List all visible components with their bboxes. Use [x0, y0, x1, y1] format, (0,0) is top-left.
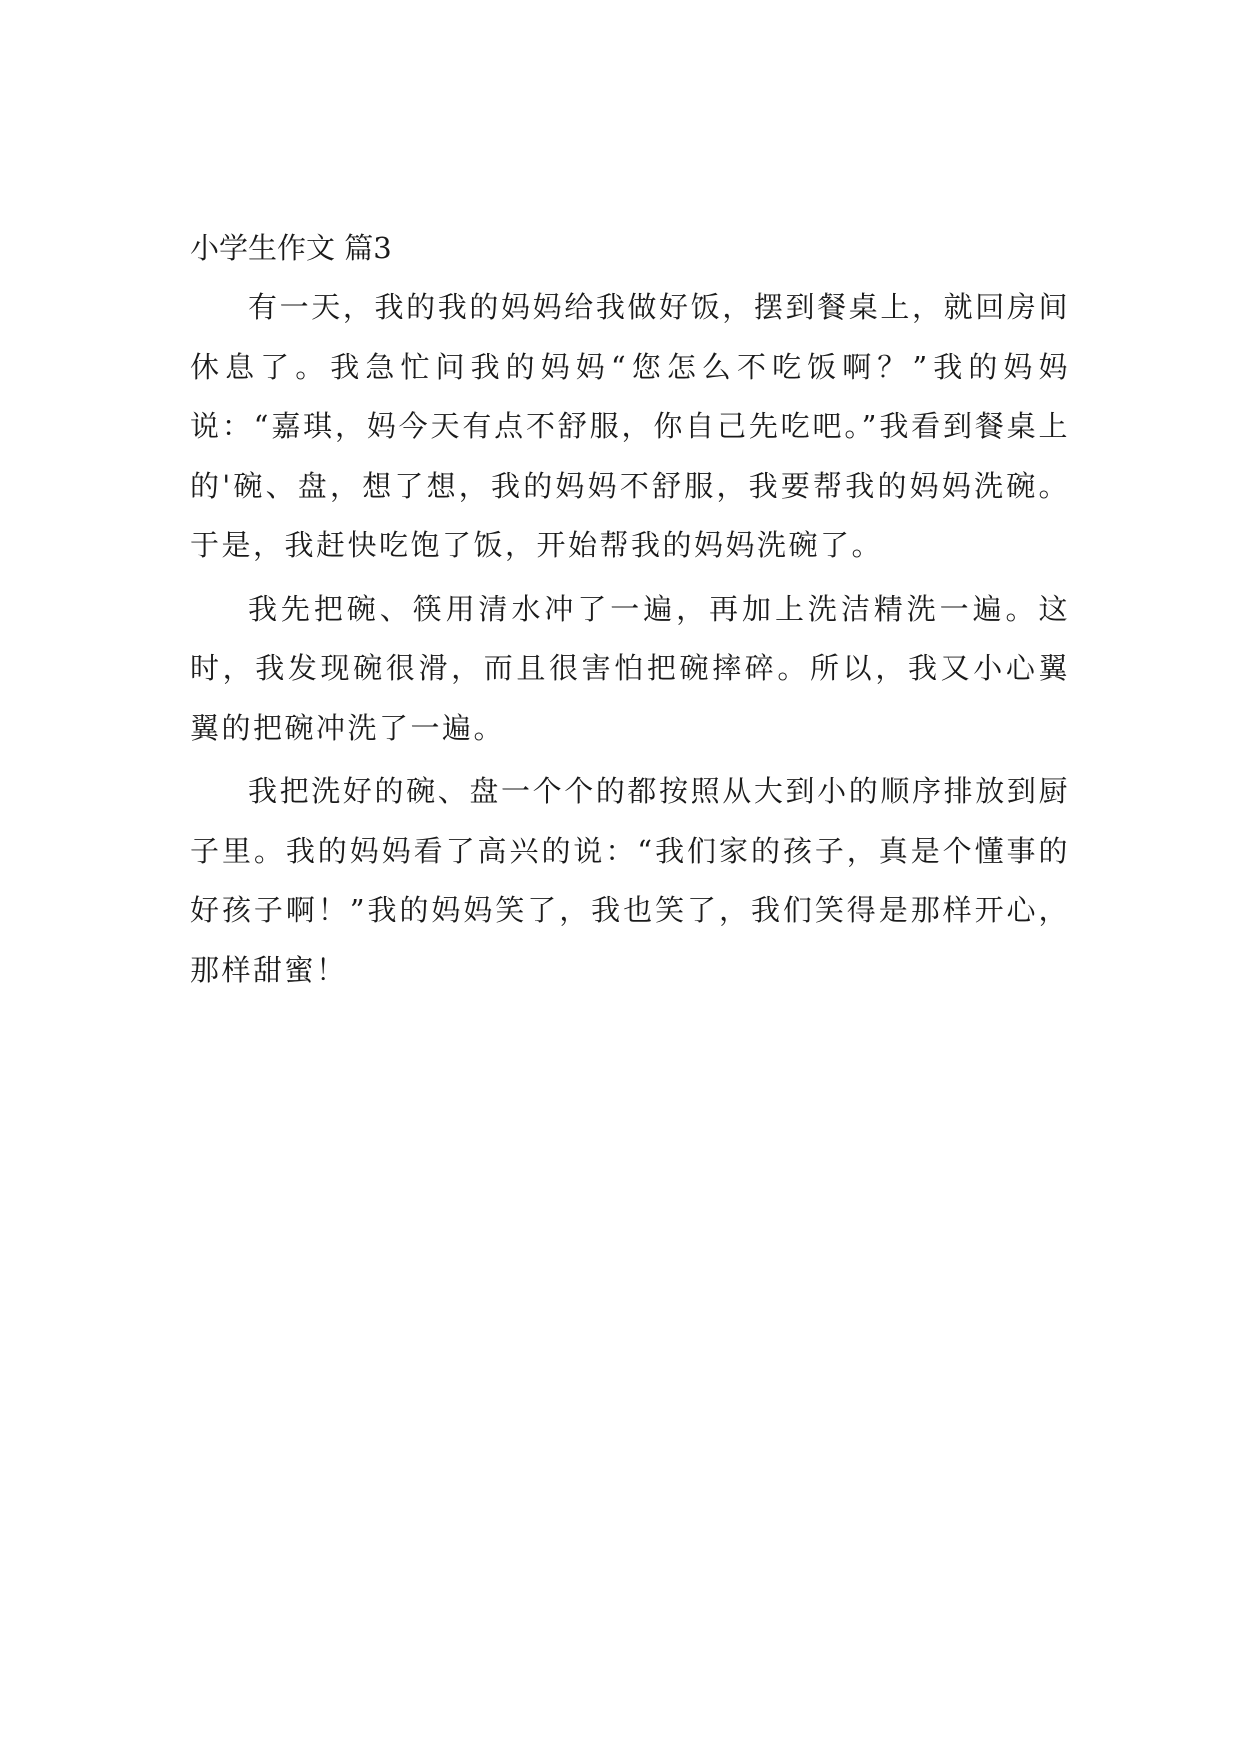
document-body [190, 222, 1070, 1000]
essay-title: 小学生作文 篇3 [190, 231, 392, 265]
paragraph-3: 我把洗好的碗、盘一个个的都按照从大到小的顺序排放到厨子里。我的妈妈看了高兴的说：“我们家的孩子，真是个懂事的好孩子啊！”我的妈妈笑了，我也笑了，我们笑得是那样开心，那样甜蜜！ [190, 774, 1070, 987]
paragraph-1: 有一天，我的我的妈妈给我做好饭，摆到餐桌上，就回房间休息了。我急忙问我的妈妈“您怎么不吃饭啊？”我的妈妈说：“嘉琪，妈今天有点不舒服，你自己先吃吧。”我看到餐桌上的'碗、盘，想了想，我的妈妈不舒服，我要帮我的妈妈洗碗。于是，我赶快吃饱了饭，开始帮我的妈妈洗碗了。 [190, 290, 1070, 562]
paragraph-2: 我先把碗、筷用清水冲了一遍，再加上洗洁精洗一遍。这时，我发现碗很滑，而且很害怕把碗摔碎。所以，我又小心翼翼的把碗冲洗了一遍。 [190, 591, 1070, 745]
